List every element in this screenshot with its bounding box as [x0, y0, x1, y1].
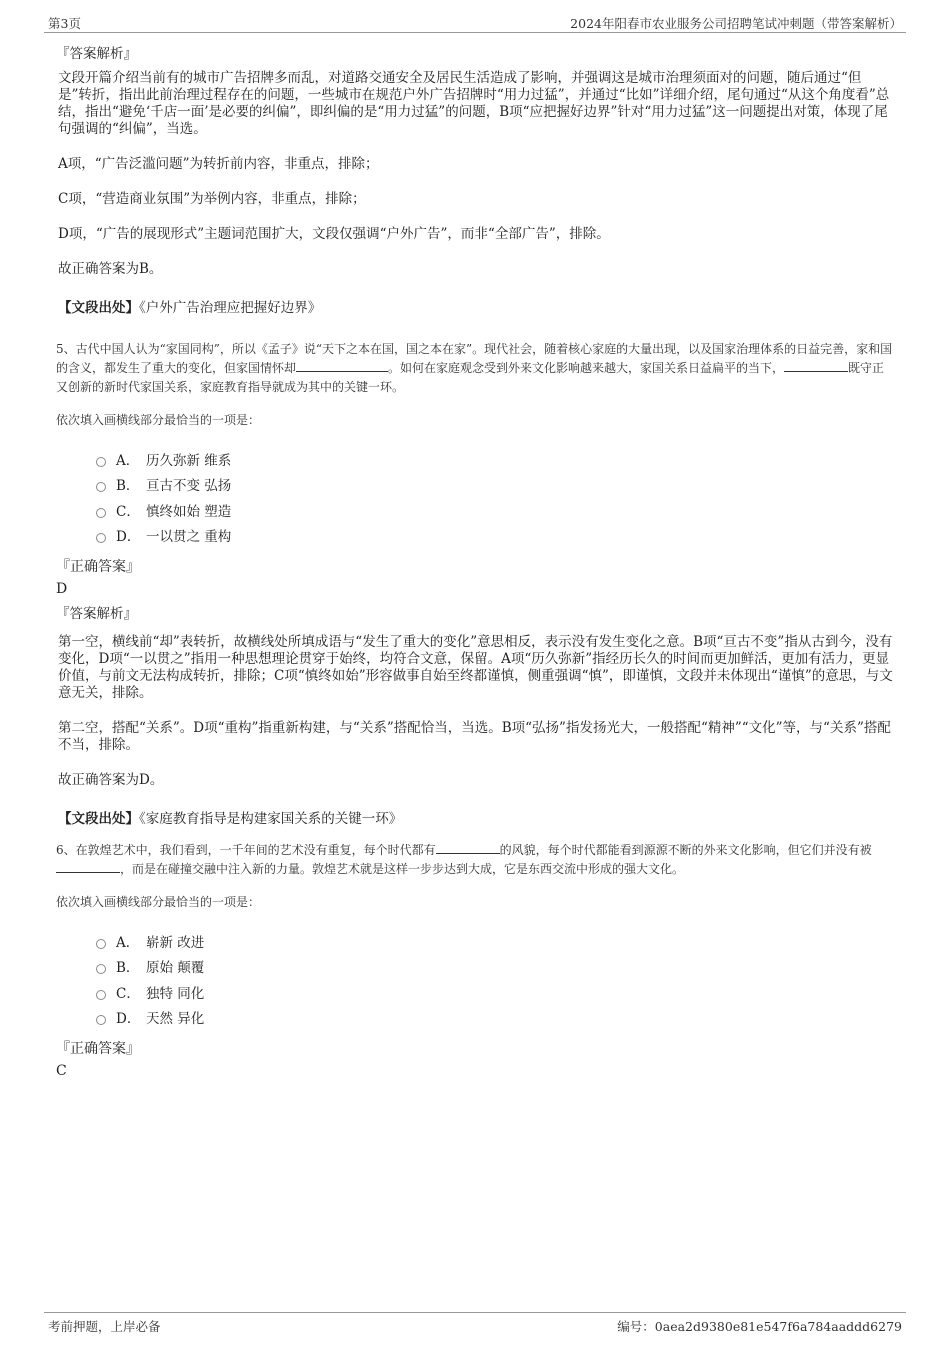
correct-answer: D	[56, 581, 68, 597]
option-c[interactable]	[96, 497, 894, 523]
analysis-paragraph: C项，“营造商业氛围”为举例内容，非重点，排除；	[58, 191, 366, 207]
source-citation	[58, 807, 894, 827]
option-letter: A．	[116, 934, 140, 951]
correct-answer: C	[56, 1063, 67, 1079]
option-text: 亘古不变 弘扬	[146, 478, 232, 495]
analysis-conclusion: 故正确答案为B。	[58, 261, 163, 277]
radio-icon[interactable]	[96, 508, 106, 518]
analysis-paragraph: D项，“广告的展现形式”主题词范围扩大，文段仅强调“户外广告”，而非“全部广告”，排除。	[58, 226, 610, 242]
analysis-tag: 『答案解析』	[56, 46, 137, 62]
option-text: 历久弥新 维系	[146, 452, 232, 469]
question-6-options	[96, 928, 894, 1030]
source-title: 《户外广告治理应把握好边界》	[139, 300, 322, 316]
option-text: 原始 颠覆	[146, 960, 205, 977]
question-text-segment: 的风貌，每个时代都能看到源源不断的外来文化影响，但它们并没有被	[499, 843, 872, 857]
option-a[interactable]	[96, 928, 894, 954]
option-letter: D．	[116, 1011, 141, 1028]
option-b[interactable]	[96, 954, 894, 980]
radio-icon[interactable]	[96, 1015, 106, 1025]
option-text: 一以贯之 重构	[146, 529, 232, 546]
page-footer	[44, 1312, 906, 1335]
analysis-tag: 『答案解析』	[56, 606, 137, 622]
question-text-segment: 5、古代中国人认为“家国同构”，所以《孟子》说“天下之本在国，国之本在家”。现代社会，随着核心家庭的大量出现，以及国家治理体系的日益完善，家和国的含义，都发生了重大的变化，但家国情怀却	[56, 342, 893, 375]
option-letter: D．	[116, 529, 141, 546]
footer-slogan: 考前押题，上岸必备	[48, 1319, 161, 1334]
page-content	[56, 44, 894, 1084]
fill-blank	[436, 842, 500, 854]
option-letter: C．	[116, 503, 140, 520]
question-text-segment: 6、在敦煌艺术中，我们看到，一千年间的艺术没有重复，每个时代都有	[56, 843, 436, 857]
source-citation	[58, 296, 894, 316]
radio-icon[interactable]	[96, 990, 106, 1000]
question-5-text	[56, 340, 894, 397]
source-label: 【文段出处】	[58, 300, 139, 316]
analysis-paragraph: 第二空，搭配“关系”。D项“重构”指重新构建，与“关系”搭配恰当，当选。B项“弘扬”指发扬光大，一般搭配“精神”“文化”等，与“关系”搭配不当，排除。	[58, 720, 891, 753]
question-text-segment: 既守正又创新的新时代家国关系，家庭教育指导就成为其中的关键一环。	[56, 361, 885, 394]
fill-blank	[56, 861, 120, 873]
option-a[interactable]	[96, 446, 894, 472]
option-d[interactable]	[96, 1005, 894, 1031]
question-6-text	[56, 841, 894, 879]
analysis-paragraph: 第一空，横线前“却”表转折，故横线处所填成语与“发生了重大的变化”意思相反，表示没有发生变化之意。B项“亘古不变”指从古到今，没有变化，D项“一以贯之”指用一种思想理论贯穿于始终，均符合文意，保留。A项“历久弥新”指经历长久的时间而更加鲜活，更加有活力，更显价值，与前文无法构成转折，排除；C项“慎终如始”形容做事自始至终都谨慎，侧重强调“慎”，即谨慎，文段并未体现出“谨慎”的意思，与文意无关，排除。	[58, 634, 893, 701]
option-b[interactable]	[96, 472, 894, 498]
radio-icon[interactable]	[96, 964, 106, 974]
question-5-options	[96, 446, 894, 548]
document-title: 2024年阳春市农业服务公司招聘笔试冲刺题（带答案解析）	[570, 16, 902, 31]
option-text: 崭新 改进	[146, 934, 205, 951]
option-c[interactable]	[96, 979, 894, 1005]
document-id: 编号：0aea2d9380e81e547f6a784aaddd6279	[617, 1319, 902, 1334]
question-text-segment: 。如何在家庭观念受到外来文化影响越来越大，家国关系日益扁平的当下，	[388, 361, 785, 375]
answer-tag: 『正确答案』	[56, 1041, 140, 1057]
option-letter: C．	[116, 985, 140, 1002]
question-prompt: 依次填入画横线部分最恰当的一项是：	[56, 895, 261, 909]
option-letter: A．	[116, 452, 140, 469]
question-prompt: 依次填入画横线部分最恰当的一项是：	[56, 413, 261, 427]
option-letter: B．	[116, 478, 140, 495]
option-text: 独特 同化	[146, 985, 205, 1002]
fill-blank	[296, 360, 388, 372]
option-d[interactable]	[96, 523, 894, 549]
option-letter: B．	[116, 960, 140, 977]
analysis-conclusion: 故正确答案为D。	[58, 772, 164, 788]
radio-icon[interactable]	[96, 533, 106, 543]
source-title: 《家庭教育指导是构建家国关系的关键一环》	[139, 811, 403, 827]
page-header	[44, 10, 906, 33]
option-text: 天然 异化	[146, 1011, 205, 1028]
question-text-segment: ，而是在碰撞交融中注入新的力量。敦煌艺术就是这样一步步达到大成，它是东西交流中形成的强大文化。	[120, 862, 685, 876]
page-number: 第3页	[48, 16, 81, 31]
answer-tag: 『正确答案』	[56, 559, 140, 575]
analysis-paragraph: 文段开篇介绍当前有的城市广告招牌多而乱，对道路交通安全及居民生活造成了影响，并强调这是城市治理须面对的问题，随后通过“但是”转折，指出此前治理过程存在的问题，一些城市在规范户外广告招牌时“用力过猛”，并通过“比如”详细介绍，尾句通过“从这个角度看”总结，指出“避免‘千店一面’是必要的纠偏”，即纠偏的是“用力过猛”的问题，B项“应把握好边界”针对“用力过猛”这一问题提出对策，体现了尾句强调的“纠偏”，当选。	[58, 70, 890, 137]
radio-icon[interactable]	[96, 939, 106, 949]
radio-icon[interactable]	[96, 457, 106, 467]
radio-icon[interactable]	[96, 482, 106, 492]
analysis-paragraph: A项，“广告泛滥问题”为转折前内容，非重点，排除；	[58, 156, 379, 172]
source-label: 【文段出处】	[58, 811, 139, 827]
option-text: 慎终如始 塑造	[146, 503, 232, 520]
fill-blank	[784, 360, 848, 372]
